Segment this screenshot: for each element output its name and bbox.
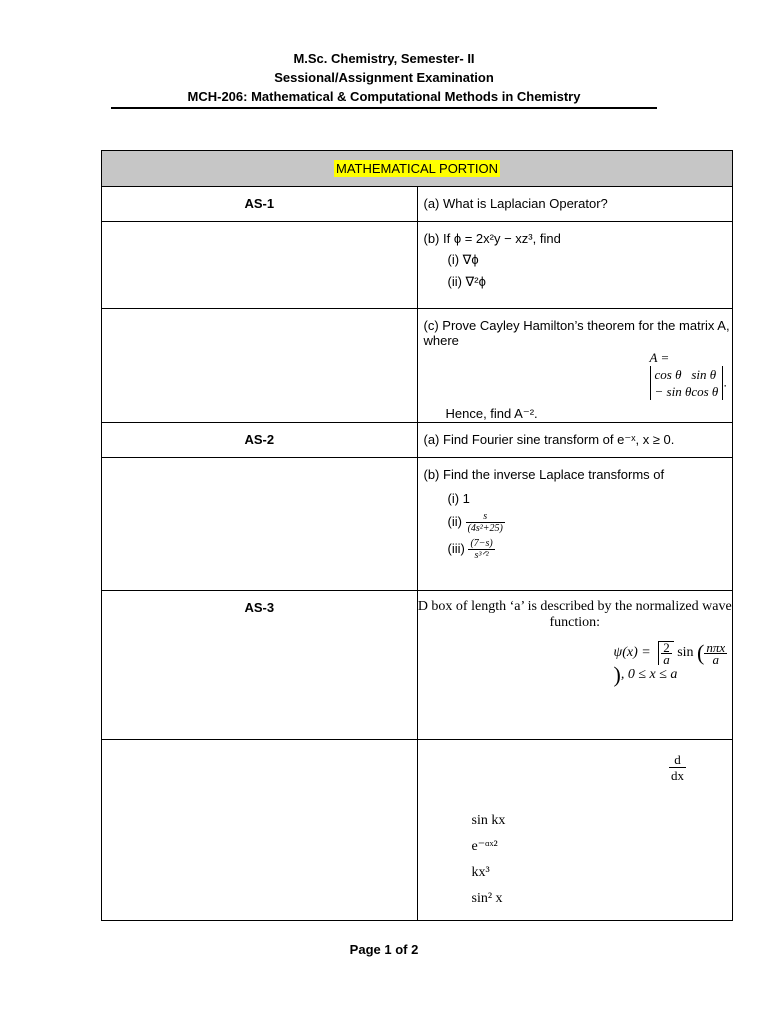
psi-lhs: ψ(x) =: [613, 645, 651, 660]
as3-statement: D box of length ‘a’ is described by the normalized wave function:: [417, 599, 732, 630]
as2-a-cell: [417, 423, 733, 458]
as1-c-cell: [417, 309, 733, 423]
as2-b-label-cell: [102, 458, 418, 591]
matrix-equation: A = cos θ sin θ − sin θ cos θ .: [649, 350, 727, 399]
function-item: sin kx: [471, 813, 506, 828]
function-item: e⁻ᵅˣ²: [471, 839, 498, 854]
as1-a-question: (a) What is Laplacian Operator?: [423, 196, 608, 211]
matrix-cell: cos θ: [691, 384, 719, 399]
paren-close: ): [613, 662, 621, 687]
as1-c-label-cell: [102, 309, 418, 423]
as1-c-question: (c) Prove Cayley Hamilton’s theorem for the matrix A, where: [423, 318, 730, 348]
exam-title: Sessional/Assignment Examination: [274, 70, 494, 85]
as1-b-i: (i) ∇ϕ: [447, 252, 479, 267]
sin-func: sin: [677, 645, 694, 660]
wave-function: [614, 641, 733, 685]
section-title: MATHEMATICAL PORTION: [335, 161, 499, 176]
fraction: [661, 642, 672, 665]
as1-b-ii: (ii) ∇²ϕ: [447, 274, 486, 289]
fraction: [704, 639, 727, 667]
section-header: [102, 151, 733, 187]
fraction: [468, 538, 494, 561]
fraction-denominator: (4s²+25): [467, 523, 503, 534]
matrix-cell: cos θ: [654, 367, 682, 382]
as2-b-i: (i) 1: [447, 491, 470, 506]
course-title: M.Sc. Chemistry, Semester- II: [293, 51, 475, 66]
fraction-denominator: a: [712, 651, 719, 667]
as1-label: AS-1: [102, 187, 418, 222]
as3-cell: [417, 591, 733, 740]
fraction-denominator: s³ᐟ²: [474, 550, 489, 561]
as1-b-question: (b) If ϕ = 2x²y − xz³, find: [423, 231, 561, 246]
as1-c-end: Hence, find A⁻².: [445, 406, 538, 421]
as2-a-question: (a) Find Fourier sine transform of e⁻ˣ, x ≥ 0.: [423, 432, 675, 447]
fraction-numerator: d: [669, 752, 686, 768]
as1-b-cell: [417, 222, 733, 309]
last-label-cell: [102, 740, 418, 921]
as2-b-iii-label: (iii): [447, 540, 465, 556]
fraction: [466, 511, 505, 534]
fraction-denominator: a: [663, 652, 670, 667]
as2-label: AS-2: [102, 423, 418, 458]
header-rule: [111, 107, 657, 109]
matrix-cell: − sin θ: [654, 384, 692, 399]
as2-b-question: (b) Find the inverse Laplace transforms of: [423, 467, 665, 482]
fraction-numerator: s: [466, 511, 505, 523]
as1-b-label-cell: [102, 222, 418, 309]
fraction-numerator: nπx: [706, 639, 726, 655]
as3-label: AS-3: [102, 591, 418, 740]
matrix-cell: sin θ: [691, 367, 717, 382]
derivative-operator: [669, 752, 686, 783]
document-header: [0, 49, 768, 106]
fraction-numerator: (7−s): [470, 538, 493, 549]
fraction: [669, 752, 686, 783]
fraction-denominator: dx: [671, 768, 684, 783]
exam-table: [101, 150, 733, 921]
as2-b-iii: [448, 538, 733, 561]
function-item: sin² x: [471, 891, 503, 906]
paren-open: (: [697, 640, 705, 665]
sqrt-sign: [658, 641, 674, 665]
as2-b-cell: [417, 458, 733, 591]
page-footer: Page 1 of 2: [349, 942, 419, 957]
paper-title: MCH-206: Mathematical & Computational Methods in Chemistry: [187, 89, 581, 104]
function-item: kx³: [471, 865, 490, 880]
matrix-lhs: A =: [649, 350, 670, 365]
domain-text: , 0 ≤ x ≤ a: [620, 667, 678, 682]
as1-a-cell: [417, 187, 733, 222]
as2-b-ii-label: (ii): [447, 513, 462, 529]
fraction-numerator: 2: [663, 640, 670, 655]
matrix: [650, 366, 724, 400]
last-cell: [417, 740, 733, 921]
as2-b-ii: [448, 511, 733, 534]
